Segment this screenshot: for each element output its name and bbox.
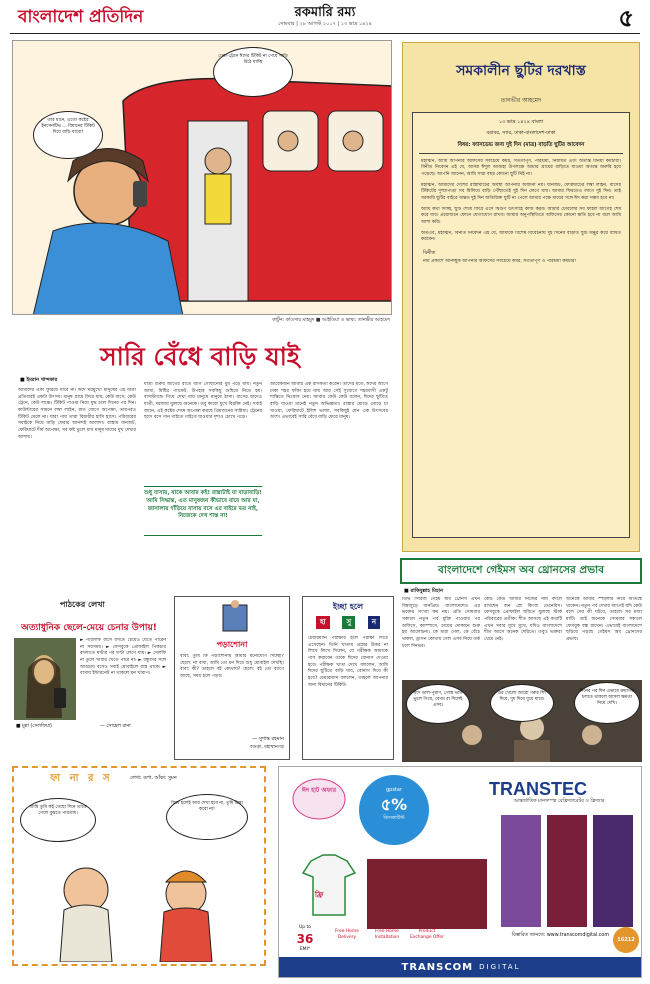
fanaras-illustration xyxy=(16,790,262,962)
badge-free-delivery: Free Home Delivery xyxy=(335,929,359,940)
selfie-caption: ■ মুন্না (সেলফিয়া) xyxy=(16,724,52,729)
cartoon-panel xyxy=(12,40,392,315)
emi-unit: EMI* xyxy=(299,947,311,953)
transcom-footer-bar xyxy=(279,957,642,978)
hasun-letter-1: হা xyxy=(316,616,330,629)
readers-headline: অত্যাধুনিক ছেলে-মেয়ে চেনার উপায়! xyxy=(21,623,157,633)
fridge-image-2 xyxy=(547,815,587,927)
badge-exchange-offer: Product Exchange Offer xyxy=(410,929,444,940)
article-column-2: যাত্রা শুরুর আগের রাতে ব্যাগ গোছানোর ধুম পড়ে যায়। নতুন জামা, মিষ্টির প্যাকেট, উপহার সবকিছু গুছিয়ে নিতে হয়। বাসস্ট্যান্ডে গিয়ে দেখা যায় মানুষে মানুষে ঠাসা। বাসের ছাদেও যাত্রী, দরজায় ঝুলছে অনেকে। তবু কারো মুখে বিরক্তি নেই। সবাই জানে, এই কষ্টের শেষে অপেক্ষা করছে প্রিয়জনের সান্নিধ্য। ট্রেনের ছাদে বসে গান গাইতে গাইতে যাওয়ার দৃশ্যও চোখে পড়ে। xyxy=(144,382,262,421)
transcom-logo: TRANSCOM xyxy=(401,962,474,974)
letter-sign: নাম প্রকাশে অনিচ্ছুক আপনার অফিসের সবচেয়ে কর্মঠ, সততাপূর্ণ ও পরিশ্রমী কর্মচারী xyxy=(423,258,576,264)
fridge-image-3 xyxy=(593,815,633,927)
thrones-photo xyxy=(402,680,642,762)
letter-body-1: মহাত্মন, আমি আপনার অফিসের সবচেয়ে কর্মঠ, সততাপূর্ণ, পরিশ্রমী, নিয়মিত এবং অত্যন্ত বিনয়ী কর্মচারী। বিনীত নিবেদন এই যে, আসন্ন ঈদুল আজহা উপলক্ষে আমার গ্রামের বাড়িতে যাওয়া অত্যন্ত জরুরি হয়ে পড়েছে। আপনি জানেন, আমি সারা বছর কোনো ছুটি নিই না। xyxy=(421,158,621,178)
readers-label: পাঠকের লেখা xyxy=(60,600,105,609)
hasun-title: ইচ্ছা হলে xyxy=(332,602,364,611)
readers-author: — সোহেল রানা xyxy=(100,724,131,729)
scroll-author: তানভীর আহমেদ xyxy=(500,97,542,104)
thrones-column-2: কেউ কেউ আবার নিজের নাম বদলে রাখছেন জন স্নো কিংবা ডেনেরিস। ফেসবুকে প্রোফাইল ছবিতে ঝুলছে স্টার্ক পরিবারের প্রতীক। শীত আসছে এই কথাটি এখন সবার মুখে মুখে, যদিও বাংলাদেশে শীত আসে অনেক দেরিতে। তবুও ভক্তরা থেমে নেই। xyxy=(484,597,562,642)
date-line: সোমবার | ২৮ আগস্ট ২০১৭ | ১৩ ভাদ্র ১৪২৪ xyxy=(278,21,372,27)
hasun-body: চেয়ারম্যান পরীক্ষার হলে পরীক্ষা দিতে এসেছেন। তিনি খাতায় প্রশ্নের উত্তর না লিখে লিখে দিলেন, যে পরীক্ষক আমাকে পাস করাবেন তাকে ঈদের বোনাস দেওয়া হবে। পরীক্ষক খাতা দেখে বললেন, আমি ঈদের ছুটিতে বাড়ি যাব, বোনাস দিয়ে কী হবে? চেয়ারম্যান বললেন, তাহলে আপনার জন্য বিমানের টিকিট। xyxy=(308,636,388,688)
letter-date: ১৩ ভাদ্র ১৪২৪ বাংলা xyxy=(498,119,544,125)
eid-offer-badge xyxy=(289,771,349,821)
letter-subject: বিষয়: ফ্যানডেভ জন্য দুই দিন (মাত্র) বাড়তি ছুটির আবেদন xyxy=(419,142,623,154)
article-column-3: আরেকজন আবার এক রসিকতা করেন। তাদের মতে, ঈদের আগে ঢাকা শহর ফাঁকা হয়ে যায় আর সেই সুযোগে শহরবাসী একটু শান্তিতে নিঃশ্বাস নেয়। আবার কেউ কেউ বলেন, ঈদের ছুটিতে বাড়ি যাওয়া মানেই নতুন অভিজ্ঞতা। রাস্তার মোড়ে মোড়ে চা খাওয়া, ফেরিঘাটে ইলিশ ভাজা, সবকিছুই যেন এক উৎসবের অংশ। এভাবেই সারি বেঁধে বাড়ি ফেরে মানুষ। xyxy=(270,382,388,421)
hasun-letter-2: সু xyxy=(342,616,355,629)
eid-offer-label: ঈদ হাট অফার xyxy=(301,787,337,794)
page-number: ৫ xyxy=(618,3,634,32)
poem-place: বগুড়া, মহাস্থানগড় xyxy=(250,745,284,750)
fanaras-bubble-right: বিয়ে হলেই আর দেখা হবে না, তুমি চিন্তা করো না! xyxy=(166,794,248,840)
discount-word: ডিসকাউন্ট xyxy=(383,815,405,822)
discount-value: ৫% xyxy=(380,794,408,814)
thrones-column-3: অনেকে আবার স্পয়লার নিয়ে আতঙ্কে থাকেন। নতুন পর্ব দেখার আগেই যদি কেউ বলে দেয় কী ঘটবে, তাহলে সব মজা মাটি। তাই অনেকে সোমবার সকালে ফেসবুক বন্ধ রাখেন। এভাবেই বাংলাদেশে ছড়িয়ে পড়ছে গেইমস অব থ্রোনসের প্রভাব। xyxy=(566,597,642,642)
sales-line[interactable]: বিস্তারিত জানতে: www.transcomdigital.com xyxy=(511,933,609,938)
transtec-tagline: আন্তর্জাতিক মানসম্পন্ন রেফ্রিজারেটর ও ফ্রিজার xyxy=(513,799,605,804)
letter-body-2: মহাত্মন, আমাদের দেশের রাস্তাঘাটের অবস্থা আপনার অজানা নয়। যানজট, ফেরিঘাটের লম্বা লাইন, বাসের টিকিটের দুষ্প্রাপ্যতা সব মিলিয়ে বাড়ি পৌঁছাতেই দুই দিন লেগে যায়। আবার ফিরতেও লাগে দুই দিন। তাই সরকারি ছুটির বাইরে অন্তত দুই দিন অতিরিক্ত ছুটি না পেলে আমার পক্ষে মায়ের সঙ্গে ঈদ করা সম্ভব হবে না। xyxy=(421,182,621,202)
article-byline: ■ ইমরান খান্দকার xyxy=(20,377,58,383)
thrones-bubble-2: ওর খেলো আরো গরুর শিং দিয়ে, দুধ দিয়ে ধুয়ে যাবে। xyxy=(490,684,554,722)
tshirt-icon xyxy=(299,851,359,921)
speech-bubble-phone: তার মানে, এতো কষ্টের ইনসেনটিভ ... বিমানের টিকিট দিয়ে বাড়ি যাবো! xyxy=(33,111,103,159)
article-title: সারি বেঁধে বাড়ি যাই xyxy=(100,342,300,371)
hasun-letters xyxy=(316,616,380,629)
mona-lisa-selfie-illustration xyxy=(14,638,76,720)
tshirt-gift xyxy=(299,851,359,921)
selfie-photo xyxy=(14,638,76,720)
thrones-byline: ■ রাকিবুল্লাহ মিহান xyxy=(404,588,444,594)
hasun-letter-3: ন xyxy=(368,616,380,629)
readers-body: ► পাবলিক বাসে বসতে চেয়েও যেতে পারেন না সবসময়। ► ফেসবুকে প্রোফাইল পিকচার বদলাতে ঘণ্টার পর ঘণ্টা লেগে যায়। ► সেলফি না তুলে খাবার খেতে পারে না। ► বন্ধুদের সঙ্গে আড্ডায় বসেও সবাই মোবাইলে ব্যস্ত থাকে। ► বাসায় ইন্টারনেট না থাকলে মন খারাপ। xyxy=(80,638,166,677)
application-letter xyxy=(412,112,630,538)
scroll-title: সমকালীন ছুটির দরখাস্ত xyxy=(456,63,586,79)
discount-brand: gpstar xyxy=(385,787,403,793)
chest-freezer-image xyxy=(367,859,487,929)
poem-body: বাবা: তুমি কি পড়াশোনায় আমার মনোযোগ দিচ্ছো? ছেলে: না বাবা, আমি তো মন দিয়ে শুধু মোবাইল দেখছি। বাবা: কী? তাহলে বই কোথায়? ছেলে: বই তো ব্যাগে আছে, সময় হলে পড়ব। xyxy=(180,654,284,679)
pull-quote: শুধু বাসায়, যাকে আবার কই! রাস্তাটাই যা বাড়াবাড়ি! আমি সিদ্ধান্ত, এত মানুষজন কীভাবে যাবে আর যা, জানালায় দাঁড়িয়ে বাসায় বসে এর বাইরে ভয় নাই, নিজেকে দেখ শাস্ত না! xyxy=(144,486,262,536)
emi-label: Up to xyxy=(298,925,312,930)
poem-title: পড়াশোনা xyxy=(216,640,248,649)
fanaras-title: ফা না র স xyxy=(50,773,113,784)
thrones-title: বাংলাদেশে গেইমস অব থ্রোনসের প্রভাব xyxy=(438,564,604,576)
fridge-image-1 xyxy=(501,815,541,927)
letter-body-3: আমি কথা দিচ্ছি, ছুটি শেষে ফিরে এসে দ্বিগুণ উৎসাহে কাজ করব। আমার টেবিলের সব ফাইল আগেই শেষ করে যাব। প্রয়োজনে ফোনে যোগাযোগ রাখব। আমার অনুপস্থিতিতে অফিসের কোনো ক্ষতি হবে না বলে আমি আশা করি। xyxy=(421,206,621,226)
masthead: বাংলাদেশ প্রতিদিন xyxy=(18,7,144,27)
thrones-column-1: টিভি সিরিজ গেইম অব থ্রোনস এখন বিশ্বজুড়ে জনপ্রিয়। বাংলাদেশেও এর ভক্তের সংখ্যা কম নয়। প্রতি সোমবার সকালে নতুন পর্ব মুক্তি পাওয়ার পর অফিসে, ক্যাম্পাসে, চায়ের দোকানে শুরু হয় আলোচনা। কে মারা গেল, কে বেঁচে থাকল, ড্রাগন কোথায় গেল এসব নিয়ে তর্ক চলে দিনভর। xyxy=(402,597,480,649)
fanaras-bubble-left: আমি তুমি কই গেছো দিনে তাকে গেলে বুঝতে পারতাম। xyxy=(20,798,96,842)
discount-badge xyxy=(359,775,429,845)
fanaras-credit: লেখা: রূপা, আঁকা: সুমন xyxy=(130,776,177,781)
emi-badge xyxy=(287,925,323,953)
free-gift-label: ফ্রি xyxy=(315,891,324,899)
letter-body-4: অতএব, মহাত্মন, বিনীত নিবেদন এই যে, আমাকে বিশেষ বিবেচনায় দুই দিনের বাড়তি ছুটি মঞ্জুর করে বাধিত করবেন। xyxy=(421,230,621,243)
poem-author: — সুশান্ত রহমান xyxy=(252,736,284,742)
transtec-logo: TRANSTEC xyxy=(489,779,587,799)
thrones-bubble-1: ঈদে ডাল-পুরাণ, গোস্ত ভাত ভুলে গিয়ে, বেগম রা দিলেই এসব। xyxy=(406,684,470,724)
letter-sign-label: বিনীত xyxy=(423,250,436,257)
transcom-advertisement[interactable] xyxy=(278,766,642,978)
speech-bubble-man: ঢেকা-ট্রেনে ঈদের টিকিট না পেয়ে গাড়ি উঠে যাচ্ছি xyxy=(213,47,293,97)
reading-boy-icon xyxy=(205,600,265,635)
poem-illustration xyxy=(205,600,265,635)
lantern-icon xyxy=(289,771,349,821)
section-title: রকমারি রম্য xyxy=(294,5,356,20)
article-column-1: আমাদের একা ফুরিয়ে যাবে না। ঈদে ঘরমুখো মানুষের এই যাত্রা প্রতিবারই একটা উৎসব। মানুষ গ্রামে ফিরে যায়, কেউ বাসে, কেউ ট্রেনে, কেউ লঞ্চে। টিকিট পাওয়া নিয়ে যুদ্ধ চলে দিনের পর দিন। কাউন্টারের সামনে লম্বা লাইন, রাত জেগে অপেক্ষা, তারপরও টিকিট মেলে না। যারা পায় তারা বিজয়ীর হাসি হাসে। পরিবারের সবাইকে নিয়ে বাড়ি ফেরার আনন্দই আলাদা। রাস্তায় যানজট, ফেরিঘাটে দীর্ঘ অপেক্ষা, সব কষ্ট ভুলে যায় মানুষ মায়ের মুখ দেখার আশায়। xyxy=(18,388,136,440)
letter-to: বরাবর, স্যার, ঢাকা-বাংলাদেশ-ঢাকা xyxy=(486,129,556,136)
cartoon-illustration xyxy=(13,41,392,315)
hotline-badge[interactable]: 16212 xyxy=(613,927,639,953)
cartoon-credit: কার্টুন: কাওসার মাহমুদ ■ আইডিয়া ও ভাষ্য: তানভীর আহমেদ xyxy=(272,318,390,323)
header-rule xyxy=(10,33,640,34)
transcom-logo-digital: DIGITAL xyxy=(479,963,521,972)
thrones-bubble-3: দিনের পর দিন এভাবে ক্রমাগত চলতে থাকলে আসল ক্ষমতা নিয়ে দেখি। xyxy=(574,682,640,724)
badge-free-installation: Free Home Installation xyxy=(374,929,400,940)
emi-value: 36 xyxy=(296,932,314,947)
